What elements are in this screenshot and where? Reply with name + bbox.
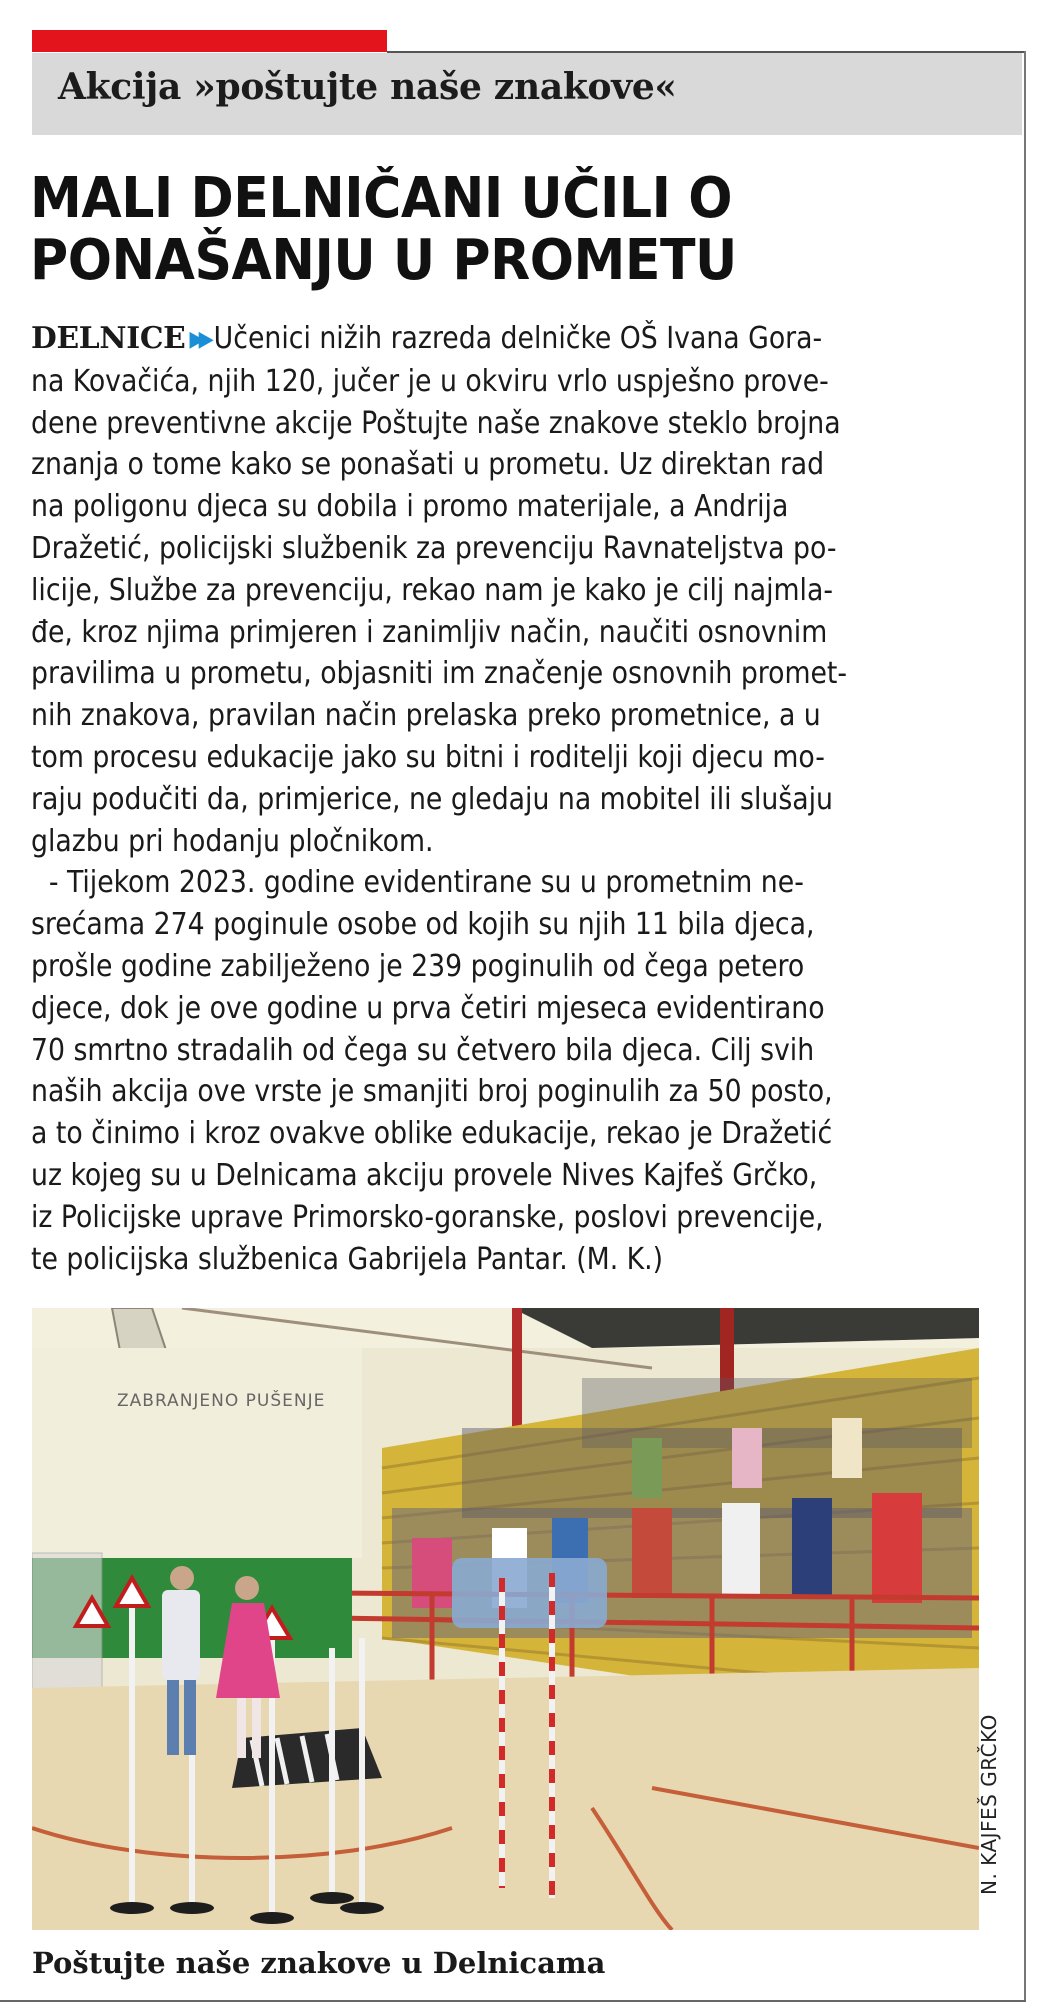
headline	[30, 168, 951, 292]
article-line: na poligonu djeca su dobila i promo materijale, a Andrija	[31, 489, 789, 525]
article-line: te policijska službenica Gabrijela Pantar. (M. K.)	[31, 1241, 664, 1277]
section-accent-bar	[32, 30, 387, 52]
article-line: raju podučiti da, primjerice, ne gledaju na mobitel ili slušaju	[31, 781, 833, 817]
article-line: glazbu pri hodanju pločnikom.	[31, 823, 434, 859]
article-line: tom procesu edukacije jako su bitni i roditelji koji djecu mo-	[31, 739, 825, 775]
article-line: iz Policijske uprave Primorsko-goranske, poslovi prevencije,	[31, 1199, 824, 1235]
article-line: đe, kroz njima primjeren i zanimljiv način, naučiti osnovnim	[31, 614, 828, 650]
bottom-rule	[0, 2000, 1026, 2002]
article-line: pravilima u prometu, objasniti im značenje osnovnih promet-	[31, 656, 848, 692]
headline-line-1: MALI DELNIČANI UČILI O	[30, 166, 733, 231]
article-photo	[32, 1308, 979, 1930]
article-line: naših akcija ove vrste je smanjiti broj poginulih za 50 posto,	[31, 1074, 833, 1110]
article-line: - Tijekom 2023. godine evidentirane su u prometnim ne-	[48, 865, 804, 901]
article-line: znanja o tome kako se ponašati u prometu. Uz direktan rad	[31, 447, 825, 483]
headline-line-2: PONAŠANJU U PROMETU	[30, 228, 737, 293]
article-line: na Kovačića, njih 120, jučer je u okviru vrlo uspješno prove-	[31, 363, 829, 399]
article-body	[31, 318, 1031, 1280]
photo-caption: Poštujte naše znakove u Delnicama	[32, 1946, 606, 1980]
article-line: dene preventivne akcije Poštujte naše znakove steklo brojna	[31, 405, 841, 441]
article-line: prošle godine zabilježeno je 239 poginulih od čega petero	[31, 948, 805, 984]
article-line-text: Učenici nižih razreda delničke OŠ Ivana Gora-	[213, 321, 823, 356]
article-line	[31, 318, 1021, 361]
article-line: nih znakova, pravilan način prelaska preko prometnice, a u	[31, 698, 821, 734]
gym-scene-illustration	[32, 1308, 979, 1930]
article-line: a to činimo i kroz ovakve oblike edukacije, rekao je Dražetić	[31, 1116, 833, 1152]
play-arrows-icon: ▶▶	[189, 327, 208, 352]
article-line: licije, Službe za prevenciju, rekao nam je kako je cilj najmla-	[31, 572, 833, 608]
dateline: DELNICE	[31, 321, 186, 356]
article-line: djece, dok je ove godine u prva četiri mjeseca evidentirano	[31, 990, 825, 1026]
article-line: Dražetić, policijski službenik za prevenciju Ravnateljstva po-	[31, 530, 837, 566]
wall-sign: ZABRANJENO PUŠENJE	[117, 1391, 326, 1411]
kicker: Akcija »poštujte naše znakove«	[58, 66, 677, 108]
article-line: uz kojeg su u Delnicama akciju provele Nives Kajfeš Grčko,	[31, 1157, 818, 1193]
photo-credit: N. KAJFEŠ GRČKO	[977, 1714, 1001, 1895]
article-line: srećama 274 poginule osobe od kojih su njih 11 bila djeca,	[31, 907, 815, 943]
article-line: 70 smrtno stradalih od čega su četvero bila djeca. Cilj svih	[31, 1032, 815, 1068]
